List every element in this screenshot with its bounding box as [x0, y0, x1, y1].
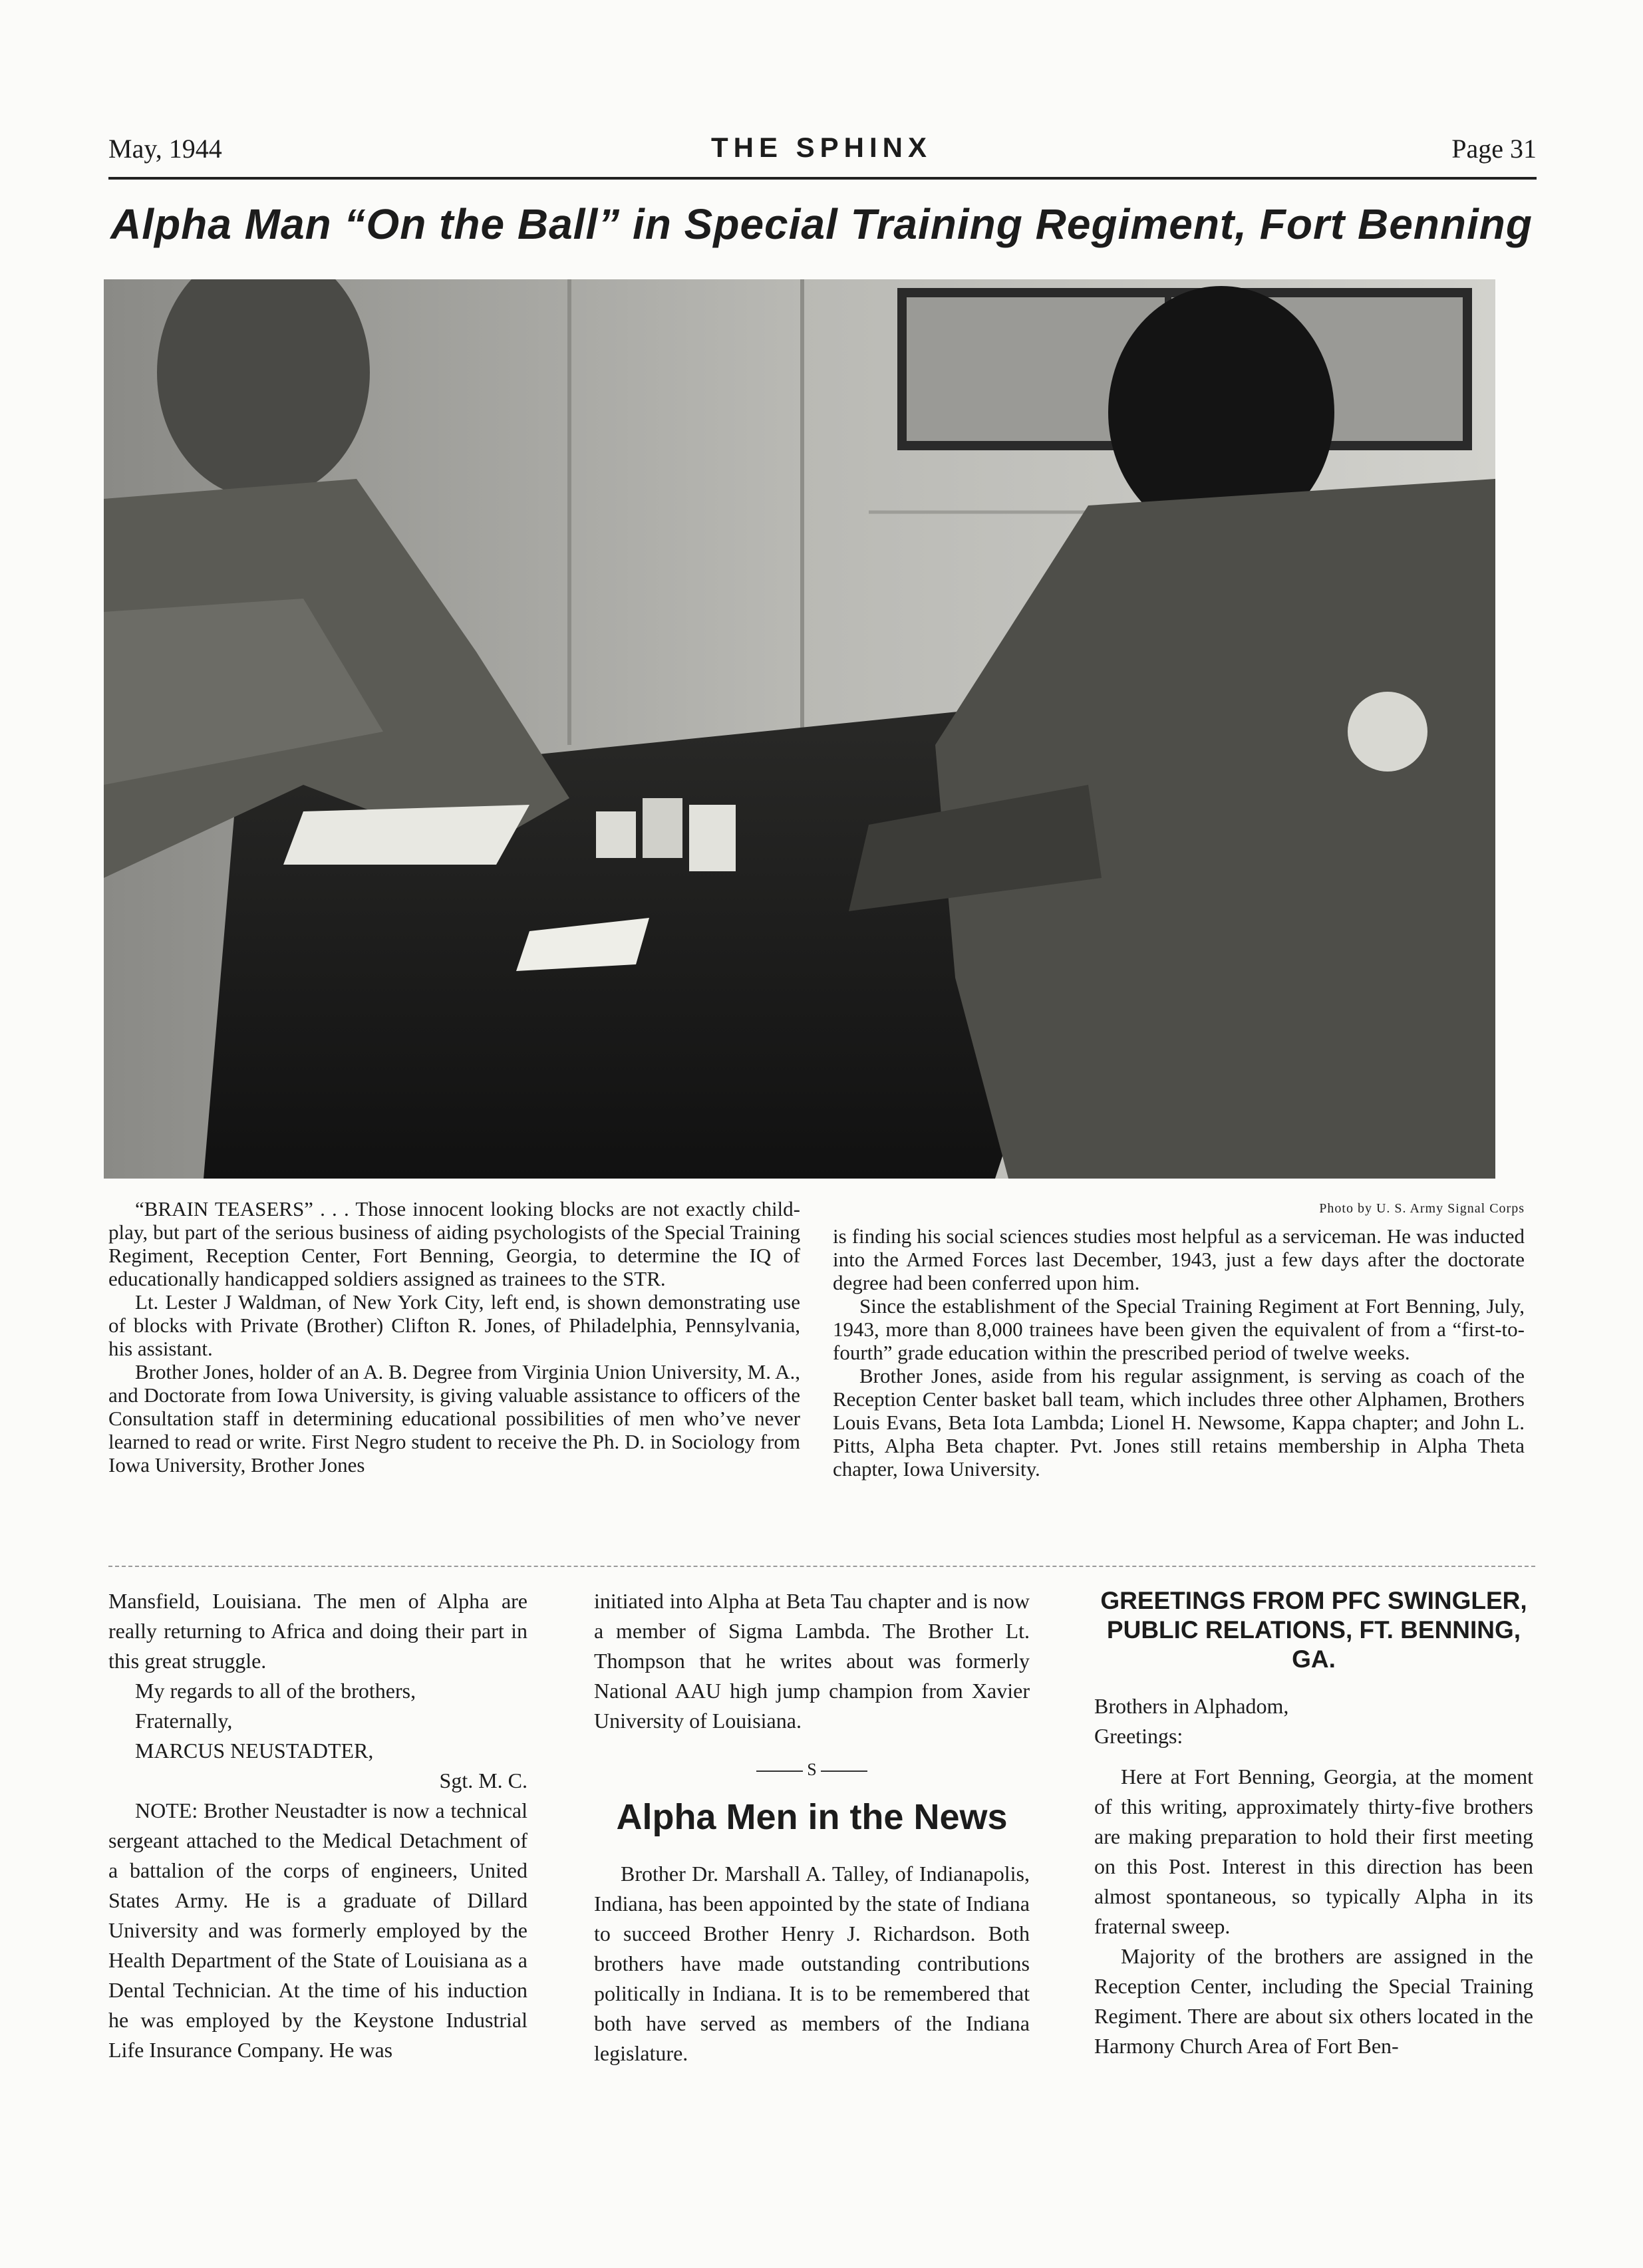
caption-column-left	[108, 1197, 800, 1477]
letter-closing: Fraternally,	[135, 1709, 233, 1733]
letter-paragraph: Mansfield, Louisiana. The men of Alpha are really returning to Africa and doing their part in this great struggle.	[108, 1589, 527, 1673]
photo-credit: Photo by U. S. Army Signal Corps	[1319, 1201, 1525, 1216]
header-rule	[108, 177, 1537, 180]
article-headline: Alpha Man “On the Ball” in Special Training Regiment, Fort Benning	[110, 200, 1533, 248]
news-heading: Alpha Men in the News	[616, 1797, 1008, 1837]
caption-paragraph: is finding his social sciences studies most helpful as a serviceman. He was inducted into the Armed Forces last December, 1943, just a few days after the doctorate degree had been conferred upon him.	[833, 1224, 1525, 1294]
article-photo	[104, 279, 1495, 1179]
caption-column-right	[833, 1197, 1525, 1481]
caption-paragraph: Lt. Lester J Waldman, of New York City, left end, is shown demonstrating use of blocks with Private (Brother) Clifton R. Jones, of Philadelphia, Pennsylvania, his assistant.	[108, 1290, 800, 1360]
separator-letter: S	[807, 1760, 817, 1779]
greetings-opening: Greetings:	[1094, 1724, 1183, 1748]
news-column	[594, 1586, 1030, 2068]
greetings-column	[1094, 1586, 1533, 2061]
greetings-heading: GREETINGS FROM PFC SWINGLER, PUBLIC RELATIONS, FT. BENNING, GA.	[1100, 1587, 1527, 1673]
photo-illustration	[104, 279, 1495, 1179]
editor-note: NOTE: Brother Neustadter is now a technical sergeant attached to the Medical Detachment of a battalion of the corps of engineers, United States Army. He is a graduate of Dillard University and was formerly employed by the Health Department of the State of Louisiana as a Dental Technician. At the time of his induction he was employed by the Keystone Industrial Life Insurance Company. He was	[108, 1798, 527, 2062]
section-separator	[594, 1755, 1030, 1784]
letter-regards: My regards to all of the brothers,	[135, 1679, 416, 1703]
news-paragraph: Brother Dr. Marshall A. Talley, of Indianapolis, Indiana, has been appointed by the state of Indiana to succeed Brother Henry J. Richardson. Both brothers have made outstanding contributions politically in Indiana. It is to be remembered that both have served as members of the Indiana legislature.	[594, 1862, 1030, 2065]
letter-signature: MARCUS NEUSTADTER,	[135, 1739, 374, 1763]
caption-paragraph: Brother Jones, aside from his regular assignment, is serving as coach of the Reception Center basket ball team, which includes three other Alphamen, Brothers Louis Evans, Beta Iota Lambda; Lionel H. Newsome, Kappa chapter; and John L. Pitts, Alpha Beta chapter. Pvt. Jones still retains membership in Alpha Theta chapter, Iowa University.	[833, 1364, 1525, 1481]
caption-paragraph: “BRAIN TEASERS” . . . Those innocent looking blocks are not exactly child-play, but part of the serious business of aiding psychologists of the Special Training Regiment, Reception Center, Fort Benning, Georgia, to determine the IQ of educationally handicapped soldiers assigned as trainees to the STR.	[108, 1197, 800, 1290]
letter-continuation: initiated into Alpha at Beta Tau chapter and is now a member of Sigma Lambda. The Brother Lt. Thompson that he writes about was formerly National AAU high jump champion from Xavier University of Louisiana.	[594, 1589, 1030, 1733]
greetings-paragraph: Here at Fort Benning, Georgia, at the moment of this writing, approximately thirty-five brothers are making preparation to hold their first meeting on this Post. Interest in this direction has been almost spontaneous, so typically Alpha in its fraternal sweep.	[1094, 1765, 1533, 1938]
caption-paragraph: Since the establishment of the Special Training Regiment at Fort Benning, July, 1943, more than 8,000 trainees have been given the equivalent of from a “first-to-fourth” grade education within the prescribed period of twelve weeks.	[833, 1294, 1525, 1364]
letter-column	[108, 1586, 527, 2065]
greetings-paragraph: Majority of the brothers are assigned in the Reception Center, including the Special Training Regiment. There are about six others located in the Harmony Church Area of Fort Ben-	[1094, 1944, 1533, 2058]
header-page-number: Page 31	[1451, 134, 1537, 164]
header-date: May, 1944	[108, 134, 222, 164]
caption-paragraph: Brother Jones, holder of an A. B. Degree from Virginia Union University, M. A., and Doctorate from Iowa University, is giving valuable assistance to officers of the Consultation staff in determining educational possibilities of men who’ve never learned to read or write. First Negro student to receive the Ph. D. in Sociology from Iowa University, Brother Jones	[108, 1360, 800, 1477]
letter-rank: Sgt. M. C.	[439, 1769, 527, 1792]
greetings-salutation: Brothers in Alphadom,	[1094, 1694, 1289, 1718]
header-publication: THE SPHINX	[710, 132, 933, 163]
section-divider	[108, 1566, 1535, 1567]
